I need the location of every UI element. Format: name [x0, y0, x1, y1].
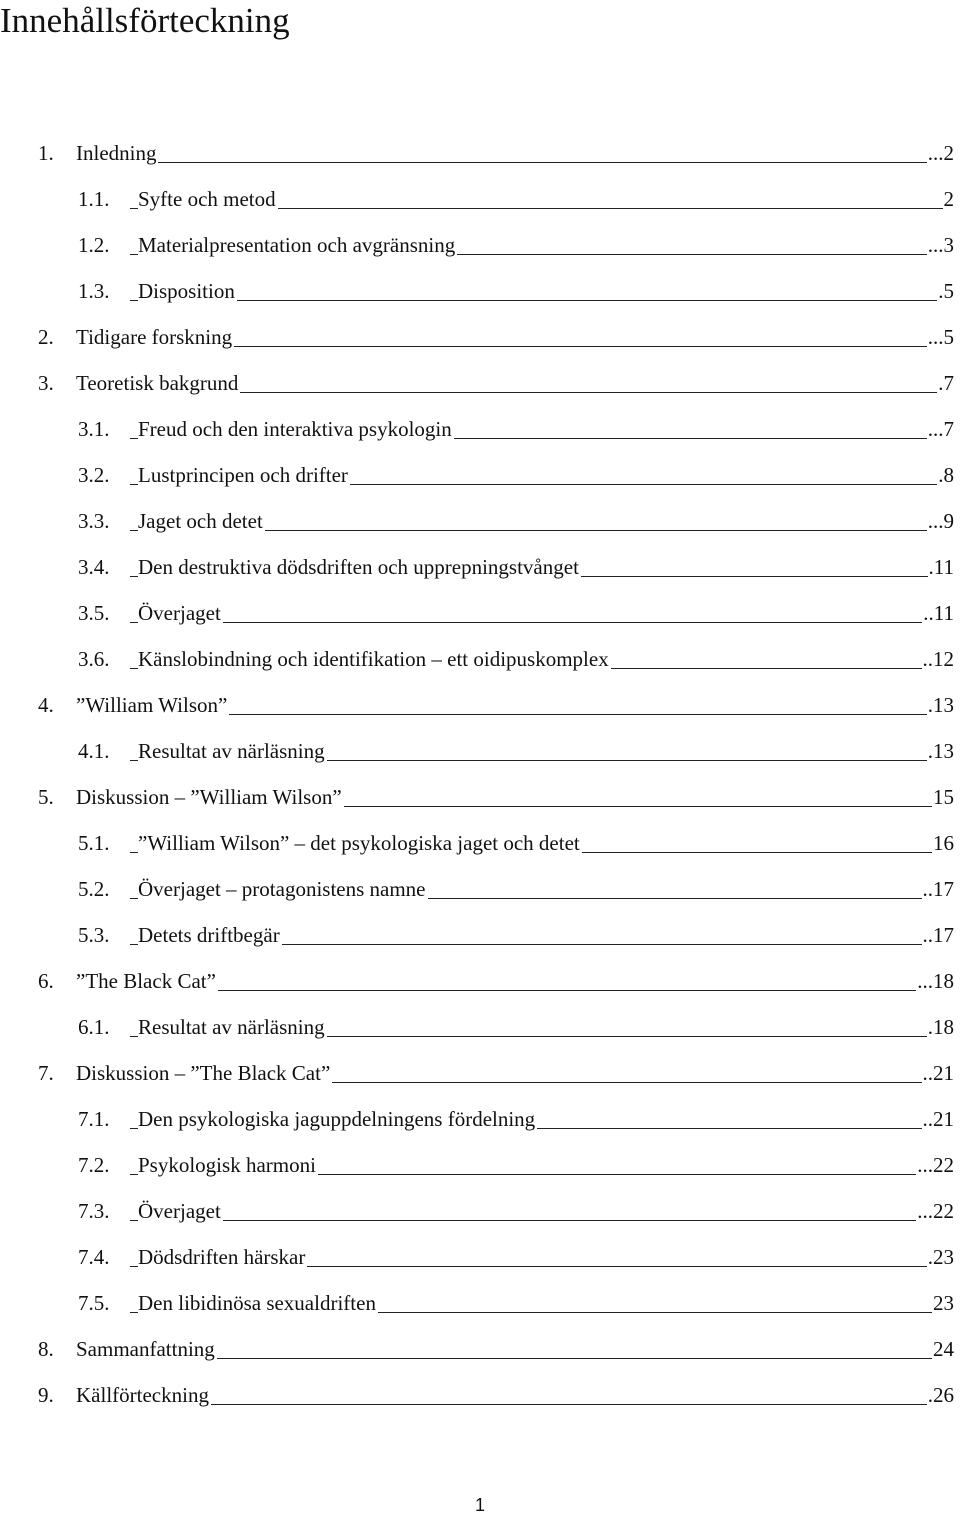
toc-entry-page: ..21: [922, 1050, 955, 1096]
toc-entry[interactable]: [0, 1096, 960, 1142]
toc-entry-page: ..21: [922, 1096, 955, 1142]
toc-leader-line: [130, 1404, 954, 1405]
page-number: 1: [474, 1495, 485, 1515]
toc-entry[interactable]: [0, 728, 960, 774]
toc-entry-number: 3.2.: [78, 463, 110, 487]
toc-entry-page: .5: [937, 268, 954, 314]
toc-entry[interactable]: [0, 1142, 960, 1188]
page-title: Innehållsförteckning: [0, 1, 290, 40]
toc-entry-label: Disposition: [138, 268, 237, 314]
toc-entry-number: 5.2.: [78, 877, 110, 901]
toc-entry[interactable]: [0, 1004, 960, 1050]
toc-entry[interactable]: [0, 406, 960, 452]
toc-entry-number: 7.3.: [78, 1199, 110, 1223]
toc-entry-label: Den psykologiska jaguppdelningens fördelning: [138, 1096, 537, 1142]
toc-entry-page: 23: [932, 1280, 954, 1326]
toc-entry[interactable]: [0, 498, 960, 544]
toc-entry-page: ...5: [927, 314, 954, 360]
toc-entry[interactable]: [0, 958, 960, 1004]
toc-entry-number: 3.1.: [78, 417, 110, 441]
toc-entry[interactable]: [0, 1188, 960, 1234]
toc-entry[interactable]: [0, 682, 960, 728]
toc-entry[interactable]: [0, 774, 960, 820]
toc-entry-page: .26: [927, 1372, 954, 1418]
toc-entry[interactable]: [0, 544, 960, 590]
table-of-contents: [0, 130, 960, 1418]
toc-leader-line: [130, 1220, 954, 1221]
toc-entry-label: ”William Wilson” – det psykologiska jaget och detet: [138, 820, 582, 866]
toc-entry-number: 3.: [38, 371, 54, 395]
toc-entry-label: Detets driftbegär: [138, 912, 282, 958]
toc-entry-page: ..11: [922, 590, 954, 636]
toc-entry-page: ..17: [922, 866, 955, 912]
toc-entry-label: Syfte och metod: [138, 176, 278, 222]
toc-entry-number: 3.3.: [78, 509, 110, 533]
toc-leader-line: [130, 990, 954, 991]
toc-entry-label: Överjaget – protagonistens namne: [138, 866, 428, 912]
toc-entry-label: Teoretisk bakgrund: [76, 360, 240, 406]
toc-entry[interactable]: [0, 912, 960, 958]
toc-entry-number: 6.: [38, 969, 54, 993]
toc-entry-page: ...9: [927, 498, 954, 544]
toc-entry[interactable]: [0, 636, 960, 682]
toc-entry-number: 5.3.: [78, 923, 110, 947]
toc-entry-page: 16: [932, 820, 954, 866]
toc-entry-label: Känslobindning och identifikation – ett oidipuskomplex: [138, 636, 611, 682]
toc-entry[interactable]: [0, 360, 960, 406]
toc-entry-number: 6.1.: [78, 1015, 110, 1039]
toc-entry-label: Jaget och detet: [138, 498, 265, 544]
toc-entry-page: 24: [932, 1326, 954, 1372]
toc-entry-number: 4.1.: [78, 739, 110, 763]
toc-entry-number: 7.1.: [78, 1107, 110, 1131]
toc-entry[interactable]: [0, 268, 960, 314]
toc-entry-page: .23: [927, 1234, 954, 1280]
toc-entry-page: .11: [928, 544, 954, 590]
toc-entry-page: ...3: [927, 222, 954, 268]
toc-entry-number: 2.: [38, 325, 54, 349]
toc-entry-page: 2: [943, 176, 955, 222]
toc-entry-page: .18: [927, 1004, 954, 1050]
toc-entry[interactable]: [0, 176, 960, 222]
toc-entry-number: 3.5.: [78, 601, 110, 625]
toc-entry-label: Den libidinösa sexualdriften: [138, 1280, 378, 1326]
toc-entry-label: Psykologisk harmoni: [138, 1142, 318, 1188]
toc-leader-line: [130, 714, 954, 715]
toc-entry-label: Diskussion – ”The Black Cat”: [76, 1050, 332, 1096]
toc-entry-page: ...7: [927, 406, 954, 452]
toc-entry-label: Inledning: [76, 130, 158, 176]
toc-entry-number: 5.: [38, 785, 54, 809]
toc-entry[interactable]: [0, 1326, 960, 1372]
toc-entry-page: ...2: [927, 130, 954, 176]
toc-entry[interactable]: [0, 130, 960, 176]
toc-entry-page: .7: [937, 360, 954, 406]
toc-entry[interactable]: [0, 452, 960, 498]
toc-entry-label: ”William Wilson”: [76, 682, 229, 728]
toc-entry-number: 8.: [38, 1337, 54, 1361]
toc-entry-number: 4.: [38, 693, 54, 717]
toc-leader-line: [130, 392, 954, 393]
toc-leader-line: [130, 622, 954, 623]
toc-entry[interactable]: [0, 1050, 960, 1096]
toc-entry-page: .13: [927, 728, 954, 774]
toc-entry-page: ...22: [916, 1142, 954, 1188]
toc-entry-label: Freud och den interaktiva psykologin: [138, 406, 454, 452]
toc-entry-label: Källförteckning: [76, 1372, 211, 1418]
toc-leader-line: [130, 300, 954, 301]
toc-entry-number: 3.6.: [78, 647, 110, 671]
toc-entry-label: Materialpresentation och avgränsning: [138, 222, 457, 268]
toc-entry-page: .8: [937, 452, 954, 498]
toc-entry-number: 1.: [38, 141, 54, 165]
toc-entry-number: 7.4.: [78, 1245, 110, 1269]
toc-entry[interactable]: [0, 1280, 960, 1326]
toc-entry-page: ...22: [916, 1188, 954, 1234]
toc-entry-label: Den destruktiva dödsdriften och upprepningstvånget: [138, 544, 581, 590]
toc-entry[interactable]: [0, 222, 960, 268]
toc-entry-page: 15: [932, 774, 954, 820]
toc-entry-label: Resultat av närläsning: [138, 1004, 327, 1050]
toc-entry-label: Resultat av närläsning: [138, 728, 327, 774]
toc-entry-label: Tidigare forskning: [76, 314, 234, 360]
toc-entry-page: ..17: [922, 912, 955, 958]
toc-leader-line: [130, 1358, 954, 1359]
toc-entry-label: Överjaget: [138, 1188, 223, 1234]
toc-entry-number: 1.2.: [78, 233, 110, 257]
toc-entry[interactable]: [0, 866, 960, 912]
toc-entry[interactable]: [0, 314, 960, 360]
toc-entry[interactable]: [0, 1372, 960, 1418]
toc-leader-line: [130, 346, 954, 347]
toc-entry-number: 9.: [38, 1383, 54, 1407]
toc-entry-number: 1.3.: [78, 279, 110, 303]
toc-entry-number: 7.: [38, 1061, 54, 1085]
toc-entry-label: ”The Black Cat”: [76, 958, 218, 1004]
toc-entry-page: ...18: [916, 958, 954, 1004]
toc-entry-number: 7.2.: [78, 1153, 110, 1177]
toc-entry-label: Lustprincipen och drifter: [138, 452, 350, 498]
toc-entry-number: 1.1.: [78, 187, 110, 211]
toc-entry-label: Sammanfattning: [76, 1326, 217, 1372]
toc-entry[interactable]: [0, 820, 960, 866]
toc-entry-label: Diskussion – ”William Wilson”: [76, 774, 344, 820]
toc-leader-line: [130, 162, 954, 163]
toc-entry-page: .13: [927, 682, 954, 728]
toc-entry[interactable]: [0, 590, 960, 636]
toc-entry-label: Dödsdriften härskar: [138, 1234, 307, 1280]
toc-entry-number: 5.1.: [78, 831, 110, 855]
toc-entry-number: 7.5.: [78, 1291, 110, 1315]
toc-entry-number: 3.4.: [78, 555, 110, 579]
toc-entry[interactable]: [0, 1234, 960, 1280]
toc-entry-label: Överjaget: [138, 590, 223, 636]
toc-entry-page: ..12: [922, 636, 955, 682]
